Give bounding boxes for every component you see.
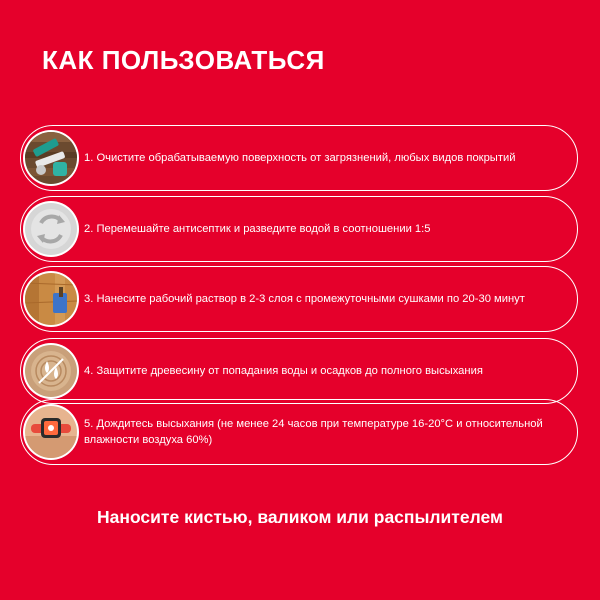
mix-arrows-icon <box>25 203 77 255</box>
step-text-3: 3. Нанесите рабочий раствор в 2-3 слоя с промежуточными сушками по 20-30 минут <box>84 293 525 305</box>
page-title: КАК ПОЛЬЗОВАТЬСЯ <box>42 45 325 75</box>
step-text-1: 1. Очистите обрабатываемую поверхность от загрязнений, любых видов покрытий <box>84 152 516 164</box>
wristwatch-photo-icon <box>25 406 77 458</box>
brush-on-wood-photo-icon <box>25 273 77 325</box>
step-text-2: 2. Перемешайте антисептик и разведите водой в соотношении 1:5 <box>84 223 431 235</box>
step-item-5 <box>20 399 578 465</box>
cleaning-tools-photo-icon <box>25 132 77 184</box>
application-methods-text: Наносите кистью, валиком или распылителем <box>97 507 503 527</box>
step-item-3 <box>20 266 578 332</box>
wood-water-drops-icon <box>25 345 77 397</box>
step-item-1 <box>20 125 578 191</box>
step-text-4: 4. Защитите древесину от попадания воды и осадков до полного высыхания <box>84 365 483 377</box>
step-text-5: 5. Дождитесь высыхания (не менее 24 часов при температуре 16-20°C и относительной влажности воздуха 60%) <box>84 418 543 446</box>
step-item-4 <box>20 338 578 404</box>
step-item-2 <box>20 196 578 262</box>
